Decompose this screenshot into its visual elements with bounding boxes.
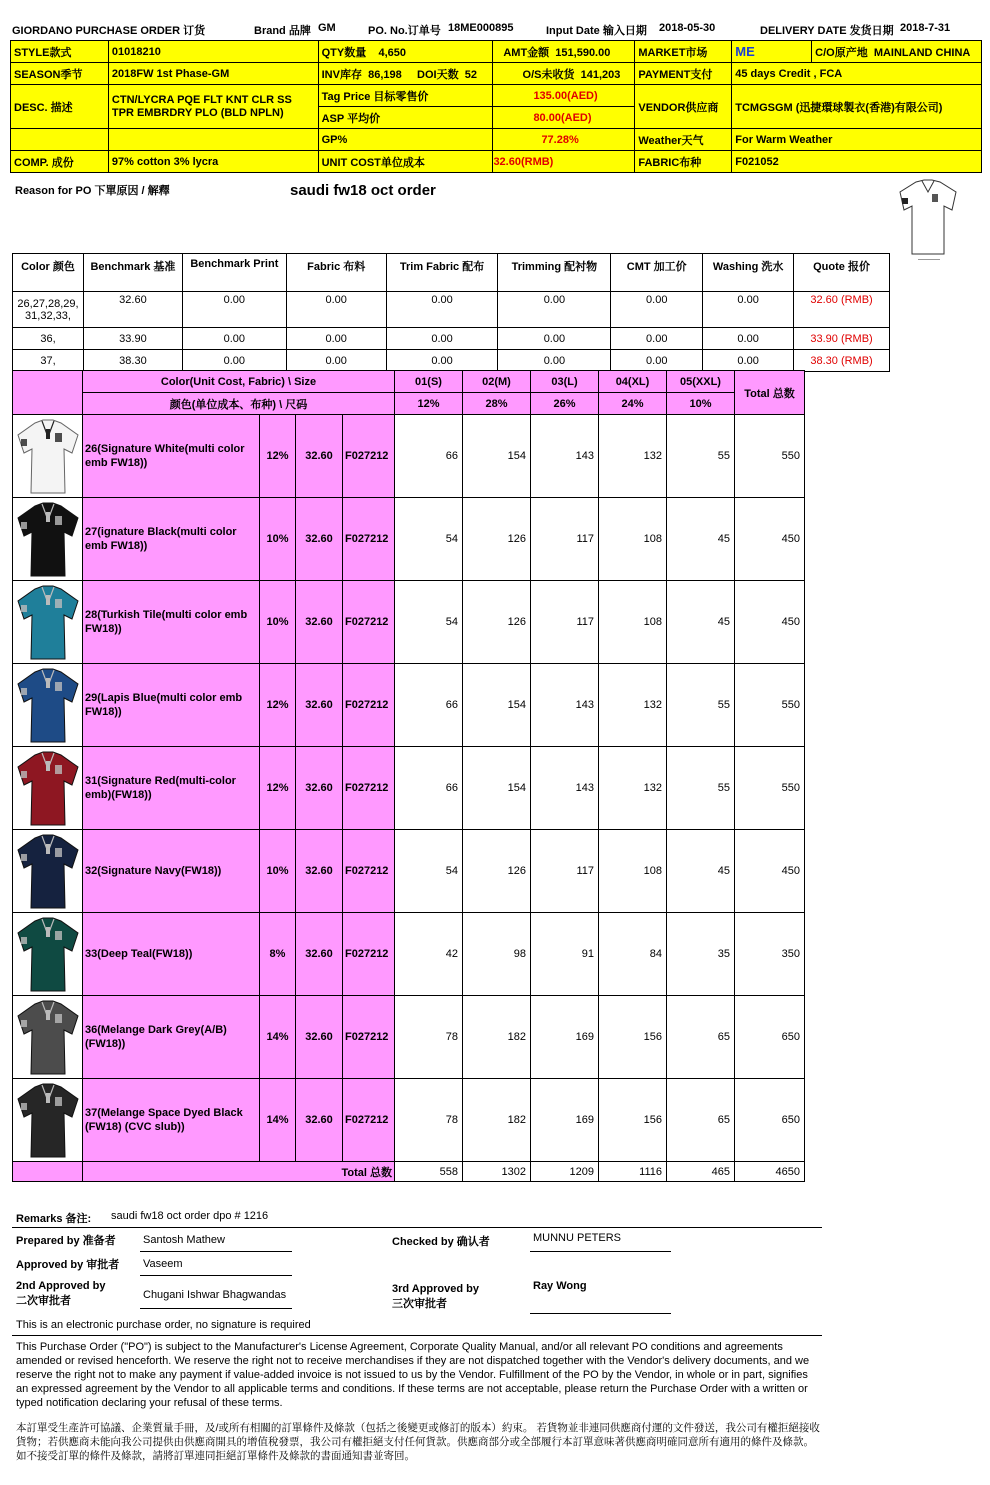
desc-value: CTN/LYCRA PQE FLT KNT CLR SS TPR EMBRDRY PLO (BLD NPLN) xyxy=(108,85,318,129)
remarks-value: saudi fw18 oct order dpo # 1216 xyxy=(111,1210,269,1222)
size-head-cn: 颜色(单位成本、布种) \ 尺码 xyxy=(83,393,395,415)
approved2-label: 2nd Approved by xyxy=(16,1280,106,1292)
bench-header-cmt: CMT 加工价 xyxy=(611,254,703,292)
size-qty: 45 xyxy=(667,581,735,664)
color-swatch-cell xyxy=(13,415,83,498)
grand-total-value: 558 xyxy=(395,1162,463,1182)
size-pct: 26% xyxy=(531,393,599,415)
inv-doi-cell xyxy=(318,63,493,85)
vendor-value: TCMGSGM (迅捷環球製衣(香港)有限公司) xyxy=(732,85,982,129)
size-qty: 156 xyxy=(599,1079,667,1162)
size-name: 01(S) xyxy=(395,371,463,393)
bench-cell: 38.30 xyxy=(83,350,182,372)
color-pct: 12% xyxy=(260,747,296,830)
color-cost: 32.60 xyxy=(296,415,343,498)
table-row xyxy=(13,581,805,664)
season-value: 2018FW 1st Phase-GM xyxy=(108,63,318,85)
os-label: O/S未收货 xyxy=(522,68,575,81)
color-fabric: F027212 xyxy=(343,581,395,664)
table-row xyxy=(13,415,805,498)
size-qty: 156 xyxy=(599,996,667,1079)
size-qty: 55 xyxy=(667,415,735,498)
size-qty: 42 xyxy=(395,913,463,996)
row-total: 550 xyxy=(735,415,805,498)
po-number: 18ME000895 xyxy=(448,22,514,34)
bench-cell: 26,27,28,29, 31,32,33, xyxy=(13,292,84,328)
size-pct: 10% xyxy=(667,393,735,415)
color-pct: 10% xyxy=(260,498,296,581)
size-qty: 117 xyxy=(531,498,599,581)
size-qty: 143 xyxy=(531,415,599,498)
bench-header-trimming: Trimming 配衬物 xyxy=(498,254,611,292)
bench-header-trim-fabric: Trim Fabric 配布 xyxy=(386,254,498,292)
remarks-label: Remarks 备注: xyxy=(16,1213,92,1225)
color-name: 26(Signature White(multi color emb FW18)) xyxy=(83,415,260,498)
polo-shirt-icon xyxy=(15,749,81,827)
color-name: 29(Lapis Blue(multi color emb FW18)) xyxy=(83,664,260,747)
signature-line xyxy=(530,1313,671,1314)
amt-label: AMT金额 xyxy=(503,46,550,59)
style-value: 01018210 xyxy=(108,41,318,63)
color-swatch-cell xyxy=(13,498,83,581)
size-qty: 66 xyxy=(395,747,463,830)
polo-shirt-icon xyxy=(15,583,81,661)
size-qty: 66 xyxy=(395,415,463,498)
size-qty: 126 xyxy=(463,498,531,581)
color-swatch-cell xyxy=(13,747,83,830)
grand-empty xyxy=(13,1162,83,1182)
qty-value: 4,650 xyxy=(378,46,406,59)
gp-label: GP% xyxy=(318,129,493,151)
asp-label: ASP 平均价 xyxy=(318,107,493,129)
color-swatch-cell xyxy=(13,996,83,1079)
size-qty: 65 xyxy=(667,996,735,1079)
bench-header-benchmark-print: Benchmark Print xyxy=(182,254,286,292)
color-fabric: F027212 xyxy=(343,1079,395,1162)
prepared-value: Santosh Mathew xyxy=(143,1234,225,1246)
size-pct: 28% xyxy=(463,393,531,415)
tag-price-label: Tag Price 目标零售价 xyxy=(318,85,493,107)
os-value: 141,203 xyxy=(580,68,621,81)
doi-label: DOI天数 xyxy=(417,68,459,81)
reason-value: saudi fw18 oct order xyxy=(290,182,436,199)
size-qty: 45 xyxy=(667,498,735,581)
grand-total-value: 1302 xyxy=(463,1162,531,1182)
row-total: 450 xyxy=(735,498,805,581)
color-fabric: F027212 xyxy=(343,996,395,1079)
bench-cell: 0.00 xyxy=(498,292,611,328)
bench-header-washing: Washing 洗水 xyxy=(703,254,794,292)
weather-label: Weather天气 xyxy=(635,129,732,151)
origin-value: MAINLAND CHINA xyxy=(873,46,971,59)
size-qty: 65 xyxy=(667,1079,735,1162)
row-total: 450 xyxy=(735,830,805,913)
approved2-value: Chugani Ishwar Bhagwandas xyxy=(143,1289,287,1301)
empty-cell xyxy=(108,129,318,151)
size-qty: 54 xyxy=(395,830,463,913)
size-qty: 132 xyxy=(599,415,667,498)
color-fabric: F027212 xyxy=(343,913,395,996)
amt-cell xyxy=(493,41,635,63)
bench-cell: 0.00 xyxy=(386,328,498,350)
color-name: 32(Signature Navy(FW18)) xyxy=(83,830,260,913)
amt-value: 151,590.00 xyxy=(555,46,611,59)
grand-total-value: 1116 xyxy=(599,1162,667,1182)
approved3-label-cn: 三次审批者 xyxy=(392,1298,447,1310)
asp-value: 80.00(AED) xyxy=(493,107,635,129)
size-qty: 117 xyxy=(531,830,599,913)
bench-cell: 0.00 xyxy=(286,328,386,350)
table-row xyxy=(13,292,890,328)
color-fabric: F027212 xyxy=(343,498,395,581)
color-pct: 12% xyxy=(260,664,296,747)
color-swatch-cell xyxy=(13,664,83,747)
product-sketch-icon xyxy=(896,176,960,260)
size-qty: 55 xyxy=(667,664,735,747)
color-name: 27(ignature Black(multi color emb FW18)) xyxy=(83,498,260,581)
size-head-en: Color(Unit Cost, Fabric) \ Size xyxy=(83,371,395,393)
bench-cell: 0.00 xyxy=(611,292,703,328)
inv-value: 86,198 xyxy=(368,68,402,81)
delivery-date-label: DELIVERY DATE 发货日期 xyxy=(760,25,894,37)
po-label: PO. No.订单号 xyxy=(368,25,441,37)
table-row xyxy=(13,328,890,350)
color-fabric: F027212 xyxy=(343,747,395,830)
tag-price-value: 135.00(AED) xyxy=(493,85,635,107)
approved-label: Approved by 审批者 xyxy=(16,1259,120,1271)
approved3-label: 3rd Approved by xyxy=(392,1283,479,1295)
style-label: STYLE款式 xyxy=(11,41,109,63)
color-fabric: F027212 xyxy=(343,664,395,747)
color-pct: 10% xyxy=(260,581,296,664)
polo-shirt-icon xyxy=(15,832,81,910)
row-total: 650 xyxy=(735,1079,805,1162)
signature-line xyxy=(140,1251,292,1252)
size-qty: 54 xyxy=(395,498,463,581)
total-header: Total 总数 xyxy=(735,371,805,415)
po-header-table xyxy=(10,40,982,173)
size-qty: 108 xyxy=(599,830,667,913)
qty-cell xyxy=(318,41,493,63)
grand-total-value: 465 xyxy=(667,1162,735,1182)
size-qty: 35 xyxy=(667,913,735,996)
size-qty: 143 xyxy=(531,747,599,830)
bench-quote: 33.90 (RMB) xyxy=(794,328,890,350)
size-qty: 154 xyxy=(463,664,531,747)
doi-value: 52 xyxy=(464,68,477,81)
row-total: 450 xyxy=(735,581,805,664)
color-name: 37(Melange Space Dyed Black (FW18) (CVC slub)) xyxy=(83,1079,260,1162)
brand-value: GM xyxy=(318,22,336,34)
bench-header-benchmark: Benchmark 基准 xyxy=(83,254,182,292)
bench-quote: 32.60 (RMB) xyxy=(794,292,890,328)
table-row xyxy=(13,350,890,372)
divider xyxy=(12,1227,822,1228)
row-total: 650 xyxy=(735,996,805,1079)
approved-value: Vaseem xyxy=(143,1258,183,1270)
grand-total-value: 4650 xyxy=(735,1162,805,1182)
polo-shirt-icon xyxy=(15,417,81,495)
origin-label: C/O原产地 xyxy=(815,46,868,59)
color-name: 33(Deep Teal(FW18)) xyxy=(83,913,260,996)
table-row xyxy=(13,664,805,747)
size-qty: 169 xyxy=(531,996,599,1079)
size-qty: 91 xyxy=(531,913,599,996)
size-qty: 132 xyxy=(599,747,667,830)
bench-cell: 0.00 xyxy=(182,350,286,372)
bench-quote: 38.30 (RMB) xyxy=(794,350,890,372)
unit-cost-value: 32.60(RMB) xyxy=(493,151,635,173)
size-qty: 154 xyxy=(463,415,531,498)
color-cost: 32.60 xyxy=(296,747,343,830)
market-value: ME xyxy=(732,41,812,63)
bench-cell: 0.00 xyxy=(611,328,703,350)
row-total: 550 xyxy=(735,664,805,747)
row-total: 550 xyxy=(735,747,805,830)
os-cell xyxy=(493,63,635,85)
inv-label: INV库存 xyxy=(321,68,362,81)
polo-shirt-icon xyxy=(15,1081,81,1159)
polo-shirt-icon xyxy=(15,915,81,993)
comp-value: 97% cotton 3% lycra xyxy=(108,151,318,173)
size-qty: 117 xyxy=(531,581,599,664)
electronic-notice: This is an electronic purchase order, no signature is required xyxy=(16,1319,311,1331)
bench-cell: 0.00 xyxy=(286,292,386,328)
bench-cell: 0.00 xyxy=(498,350,611,372)
origin-cell xyxy=(812,41,982,63)
color-pct: 12% xyxy=(260,415,296,498)
gp-value: 77.28% xyxy=(493,129,635,151)
table-row xyxy=(13,913,805,996)
bench-header-fabric: Fabric 布料 xyxy=(286,254,386,292)
size-name: 03(L) xyxy=(531,371,599,393)
size-qty: 108 xyxy=(599,498,667,581)
checked-value: MUNNU PETERS xyxy=(533,1232,622,1244)
reason-label: Reason for PO 下單原因 / 解釋 xyxy=(15,185,170,197)
size-qty: 132 xyxy=(599,664,667,747)
signature-line xyxy=(140,1308,292,1309)
bench-cell: 0.00 xyxy=(611,350,703,372)
bench-header-quote: Quote 报价 xyxy=(794,254,890,292)
color-swatch-cell xyxy=(13,581,83,664)
size-pct: 24% xyxy=(599,393,667,415)
color-pct: 8% xyxy=(260,913,296,996)
color-name: 36(Melange Dark Grey(A/B)(FW18)) xyxy=(83,996,260,1079)
size-qty: 78 xyxy=(395,1079,463,1162)
bench-cell: 0.00 xyxy=(286,350,386,372)
bench-cell: 0.00 xyxy=(498,328,611,350)
size-pct: 12% xyxy=(395,393,463,415)
size-breakdown-table xyxy=(12,370,805,1182)
signature-line xyxy=(140,1275,292,1276)
color-cost: 32.60 xyxy=(296,913,343,996)
color-pct: 14% xyxy=(260,1079,296,1162)
table-row xyxy=(13,830,805,913)
image-header-cell xyxy=(13,371,83,415)
approved3-value: Ray Wong xyxy=(533,1280,587,1292)
input-date-label: Input Date 输入日期 xyxy=(546,25,647,37)
size-qty: 154 xyxy=(463,747,531,830)
fabric-value: F021052 xyxy=(732,151,982,173)
bench-cell: 33.90 xyxy=(83,328,182,350)
table-row xyxy=(13,1079,805,1162)
size-qty: 84 xyxy=(599,913,667,996)
table-row xyxy=(13,996,805,1079)
vendor-label: VENDOR供应商 xyxy=(635,85,732,129)
color-cost: 32.60 xyxy=(296,830,343,913)
size-qty: 126 xyxy=(463,830,531,913)
color-cost: 32.60 xyxy=(296,1079,343,1162)
market-label: MARKET市场 xyxy=(635,41,732,63)
size-name: 02(M) xyxy=(463,371,531,393)
bench-cell: 0.00 xyxy=(386,350,498,372)
color-name: 31(Signature Red(multi-color emb)(FW18)) xyxy=(83,747,260,830)
size-qty: 45 xyxy=(667,830,735,913)
checked-label: Checked by 确认者 xyxy=(392,1236,490,1248)
row-total: 350 xyxy=(735,913,805,996)
color-name: 28(Turkish Tile(multi color emb FW18)) xyxy=(83,581,260,664)
polo-shirt-icon xyxy=(15,998,81,1076)
size-qty: 169 xyxy=(531,1079,599,1162)
company-title: GIORDANO PURCHASE ORDER 订货 xyxy=(12,25,206,37)
color-fabric: F027212 xyxy=(343,830,395,913)
bench-cell: 0.00 xyxy=(386,292,498,328)
bench-cell: 0.00 xyxy=(182,328,286,350)
approved2-label-cn: 二次审批者 xyxy=(16,1295,71,1307)
bench-cell: 36, xyxy=(13,328,84,350)
color-pct: 14% xyxy=(260,996,296,1079)
grand-total-value: 1209 xyxy=(531,1162,599,1182)
payment-value: 45 days Credit , FCA xyxy=(732,63,982,85)
size-qty: 78 xyxy=(395,996,463,1079)
color-swatch-cell xyxy=(13,913,83,996)
size-qty: 143 xyxy=(531,664,599,747)
desc-label: DESC. 描述 xyxy=(11,85,109,129)
empty-cell xyxy=(11,129,109,151)
size-qty: 54 xyxy=(395,581,463,664)
size-name: 05(XXL) xyxy=(667,371,735,393)
color-cost: 32.60 xyxy=(296,664,343,747)
comp-label: COMP. 成份 xyxy=(11,151,109,173)
size-name: 04(XL) xyxy=(599,371,667,393)
color-cost: 32.60 xyxy=(296,498,343,581)
grand-total-label: Total 总数 xyxy=(83,1162,395,1182)
color-cost: 32.60 xyxy=(296,996,343,1079)
bench-cell: 32.60 xyxy=(83,292,182,328)
size-qty: 182 xyxy=(463,996,531,1079)
input-date-value: 2018-05-30 xyxy=(659,22,716,34)
size-qty: 66 xyxy=(395,664,463,747)
color-swatch-cell xyxy=(13,830,83,913)
color-swatch-cell xyxy=(13,1079,83,1162)
bench-cell: 0.00 xyxy=(703,328,794,350)
size-qty: 126 xyxy=(463,581,531,664)
table-row xyxy=(13,498,805,581)
polo-shirt-icon xyxy=(15,500,81,578)
color-pct: 10% xyxy=(260,830,296,913)
delivery-date-value: 2018-7-31 xyxy=(900,22,951,34)
size-qty: 98 xyxy=(463,913,531,996)
bench-header-color: Color 颜色 xyxy=(13,254,84,292)
benchmark-table xyxy=(12,253,890,372)
size-qty: 182 xyxy=(463,1079,531,1162)
bench-cell: 0.00 xyxy=(182,292,286,328)
color-fabric: F027212 xyxy=(343,415,395,498)
fabric-label: FABRIC布种 xyxy=(635,151,732,173)
prepared-label: Prepared by 准备者 xyxy=(16,1235,116,1247)
size-qty: 108 xyxy=(599,581,667,664)
polo-shirt-icon xyxy=(15,666,81,744)
table-row xyxy=(13,747,805,830)
terms-chinese: 本訂單受生產許可協議、企業質量手冊，及/或所有相關的訂單條件及條款（包括之後變更或修訂的版本）約束。 若貨物並非連同供應商付運的文件發送，我公司有權拒絕接收貨物；若供應商未能向我公司提供由供應商開具的增值稅發票，我公司有權拒絕支付任何貨款。供應商部分或全部履行本訂單意味著供應商明確同意所有適用的條件及條款。如不接受訂單的條件及條款，請將訂單連同拒絕訂單條件及條款的書面通知書並寄回。 xyxy=(16,1422,820,1462)
unit-cost-label: UNIT COST单位成本 xyxy=(318,151,493,173)
bench-cell: 0.00 xyxy=(703,292,794,328)
terms-english: This Purchase Order ("PO") is subject to the Manufacturer's License Agreement, Corporate Quality Manual, and/or all relevant PO conditions and agreements amended or revised henceforth. We reserve the right not to receive merchandises if they are not dispatched together with the Vendor's delivery documents, and we reserve the right not to make any payment if value-added invoice is not issued to us by the Vendor. Fulfillment of the PO by the Vendor, in whole or in part, signifies an expressed agreement by the Vendor to all applicable terms and conditions. If these terms are not acceptable, please return the Purchase Order with a written or typed notification declaring your refusal of these terms. xyxy=(16,1341,810,1409)
brand-label: Brand 品牌 xyxy=(254,25,311,37)
size-qty: 55 xyxy=(667,747,735,830)
signature-line xyxy=(530,1251,671,1252)
divider xyxy=(12,1335,822,1336)
payment-label: PAYMENT支付 xyxy=(635,63,732,85)
color-cost: 32.60 xyxy=(296,581,343,664)
grand-total-row xyxy=(13,1162,805,1182)
bench-cell: 37, xyxy=(13,350,84,372)
qty-label: QTY数量 xyxy=(321,46,367,59)
weather-value: For Warm Weather xyxy=(732,129,982,151)
bench-cell: 0.00 xyxy=(703,350,794,372)
season-label: SEASON季节 xyxy=(11,63,109,85)
